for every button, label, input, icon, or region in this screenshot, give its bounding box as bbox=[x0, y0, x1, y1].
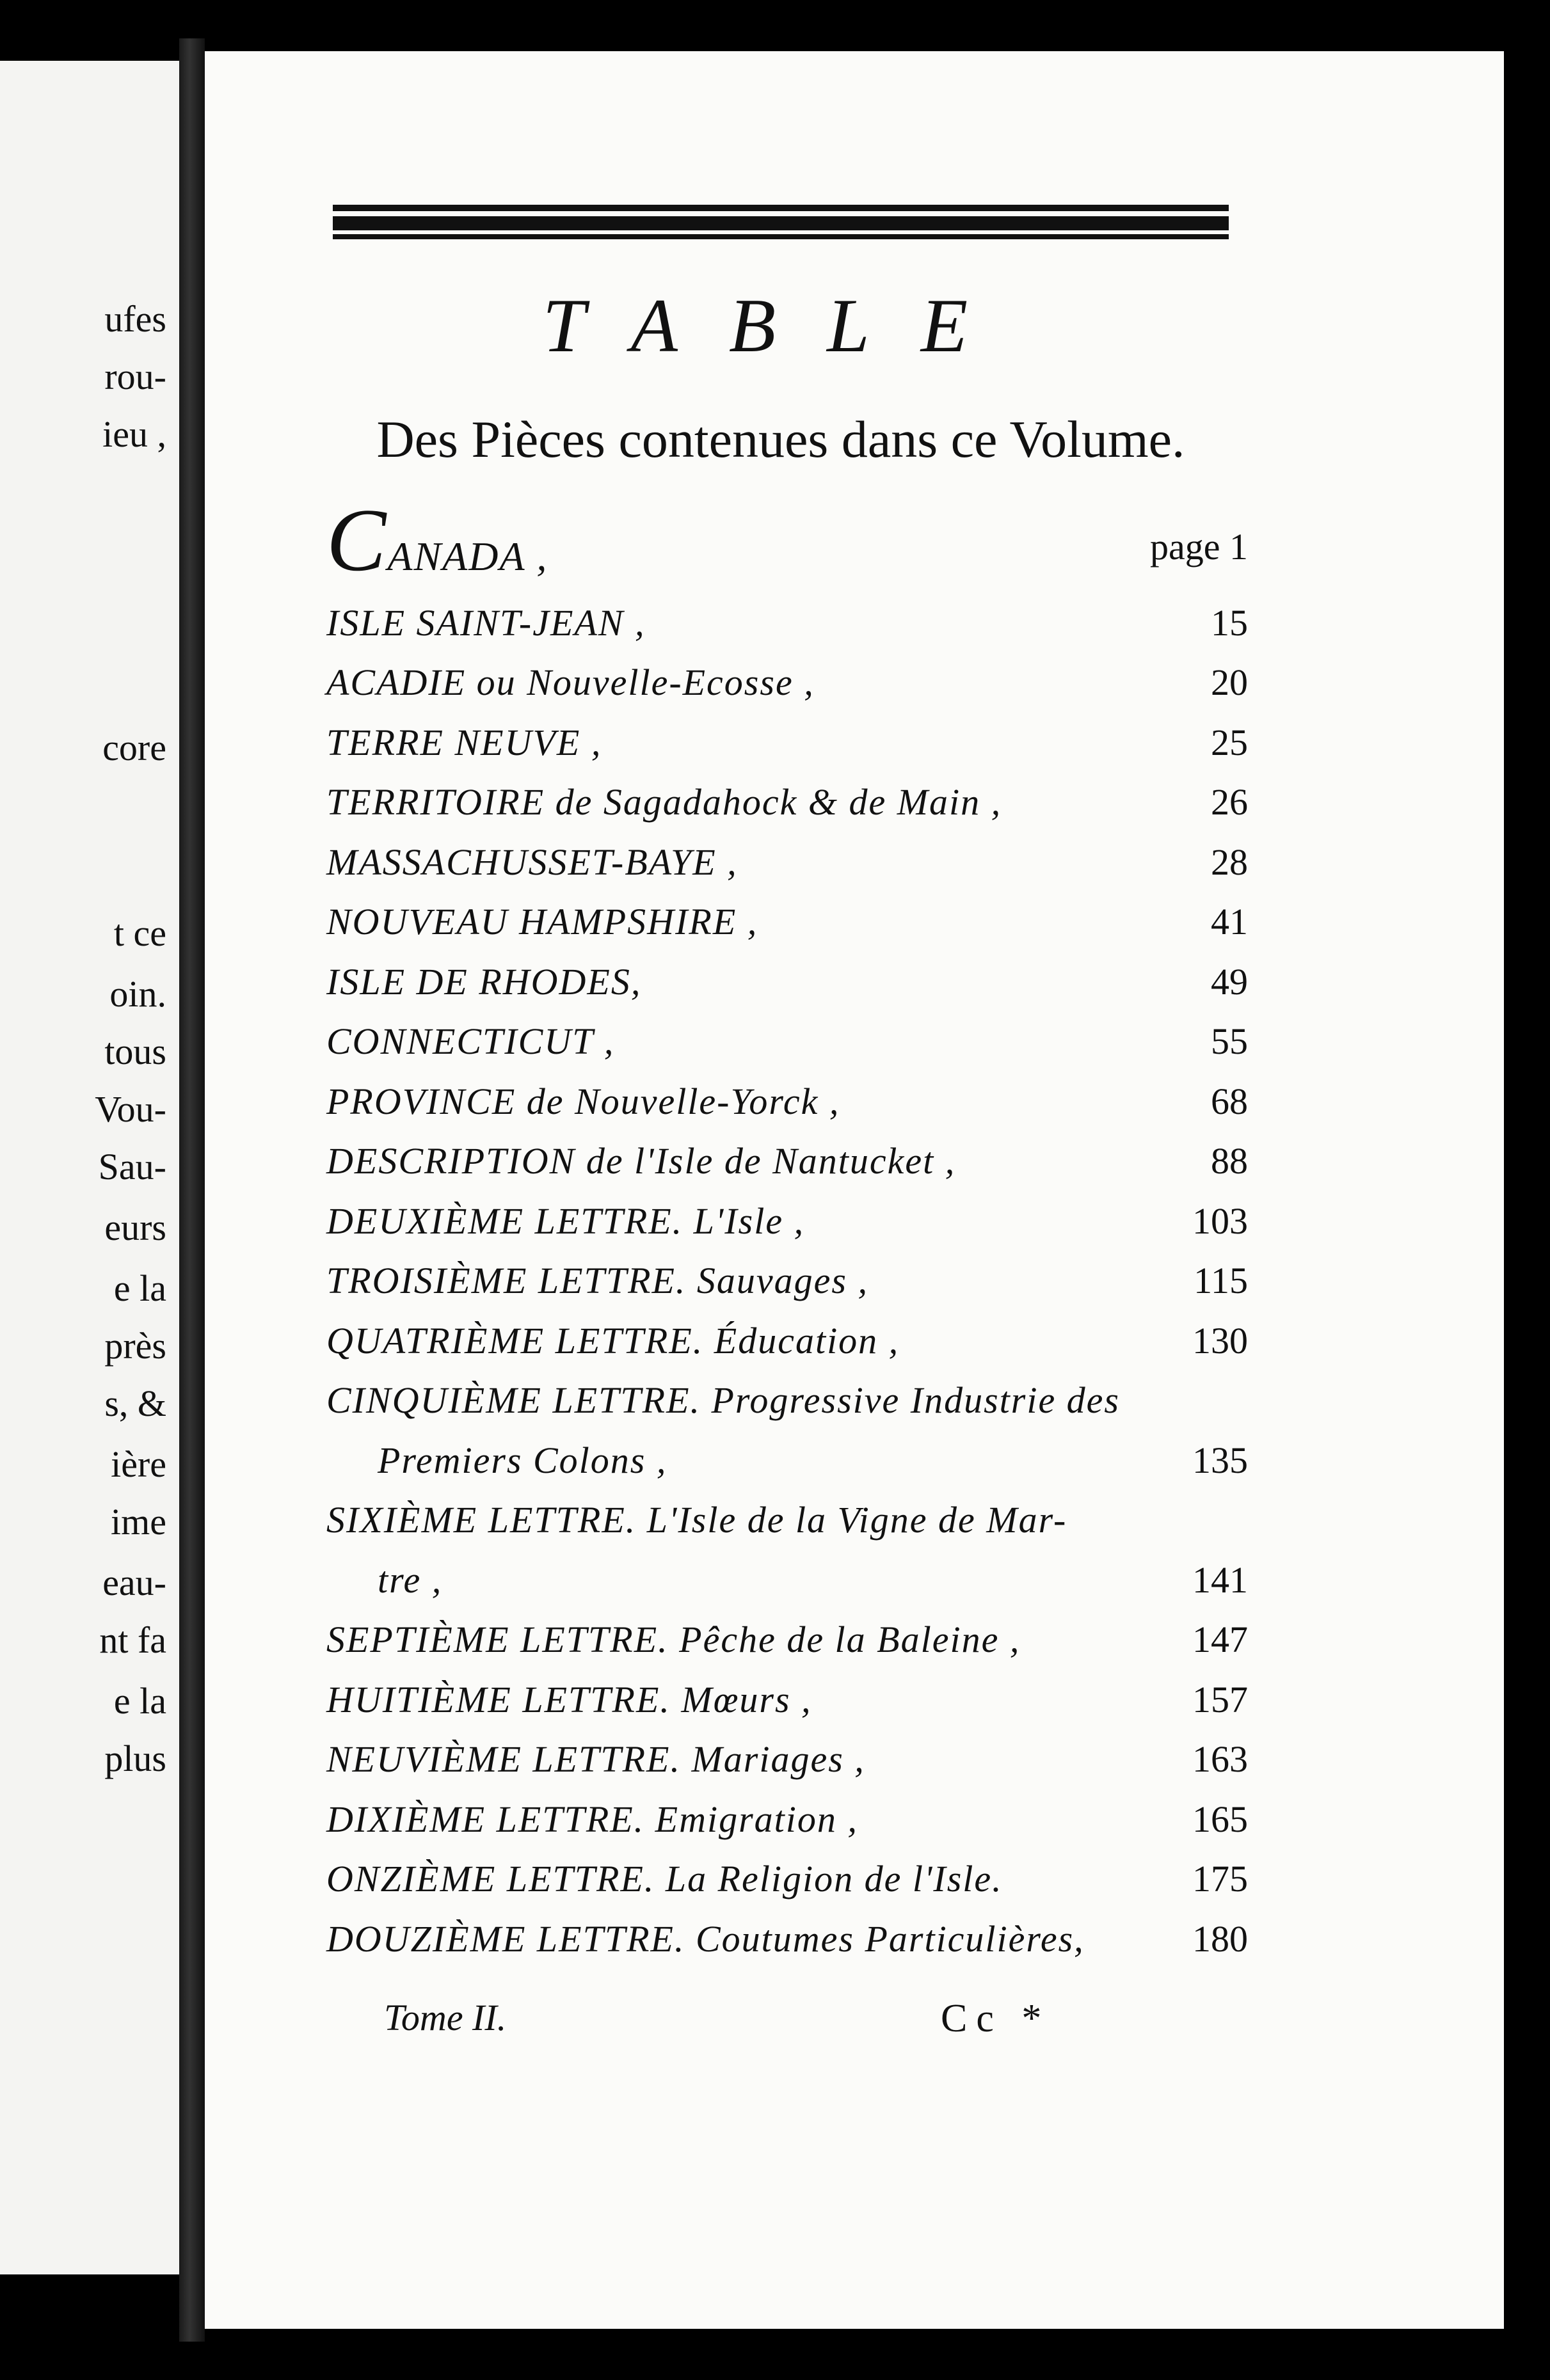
toc-entry bbox=[326, 1491, 1248, 1549]
toc-entry-title: QUATRIÈME LETTRE. Éducation , bbox=[326, 1319, 900, 1361]
toc-entry bbox=[326, 1013, 1248, 1070]
toc-entry-title: DOUZIÈME LETTRE. Coutumes Particulières, bbox=[326, 1917, 1085, 1960]
facing-page-text: t ce bbox=[113, 912, 166, 954]
toc-entry bbox=[326, 1731, 1248, 1788]
facing-page-fragment bbox=[0, 61, 179, 2274]
toc-entry-page: 15 bbox=[1211, 601, 1248, 644]
toc-entry-page: 115 bbox=[1194, 1260, 1248, 1301]
toc-entry-title: tre , bbox=[378, 1559, 443, 1601]
page-subtitle: Des Pièces contenues dans ce Volume. bbox=[376, 410, 1185, 468]
toc-entry bbox=[326, 1252, 1248, 1310]
facing-page-text: ière bbox=[111, 1443, 166, 1485]
toc-entry-title: DESCRIPTION de l'Isle de Nantucket , bbox=[326, 1140, 956, 1182]
toc-entry bbox=[326, 594, 1248, 652]
facing-page-text: e la bbox=[113, 1267, 166, 1309]
book-gutter bbox=[179, 38, 205, 2342]
facing-page-text: s, & bbox=[104, 1383, 166, 1424]
toc-entry bbox=[326, 491, 1248, 590]
facing-page-text: eau- bbox=[102, 1562, 166, 1603]
toc-entry-title: DEUXIÈME LETTRE. L'Isle , bbox=[326, 1200, 805, 1242]
toc-entry-title: HUITIÈME LETTRE. Mœurs , bbox=[326, 1678, 812, 1720]
toc-entry-page: 180 bbox=[1192, 1917, 1248, 1960]
toc-entry-title: TROISIÈME LETTRE. Sauvages , bbox=[326, 1260, 868, 1301]
toc-entry-page: 157 bbox=[1192, 1678, 1248, 1720]
toc-entry bbox=[326, 1611, 1248, 1669]
facing-page-text: ieu , bbox=[102, 413, 166, 455]
toc-entry bbox=[326, 893, 1248, 951]
toc-entry-page: 20 bbox=[1211, 662, 1248, 703]
toc-entry-page: 175 bbox=[1192, 1858, 1248, 1900]
toc-entry bbox=[326, 1791, 1248, 1848]
header-rule bbox=[333, 205, 1229, 239]
toc-entry-title: NOUVEAU HAMPSHIRE , bbox=[326, 901, 758, 942]
facing-page-text: e la bbox=[113, 1680, 166, 1722]
toc-entry-title: Premiers Colons , bbox=[378, 1439, 667, 1481]
toc-entry bbox=[326, 654, 1248, 711]
facing-page-text: core bbox=[102, 727, 166, 768]
facing-page-text: rou- bbox=[104, 356, 166, 397]
toc-entry-page: 28 bbox=[1211, 841, 1248, 883]
toc-entry bbox=[326, 1073, 1248, 1130]
toc-entry-page: 135 bbox=[1192, 1439, 1248, 1481]
toc-entry-page: 163 bbox=[1192, 1738, 1248, 1780]
toc-entry-page: 49 bbox=[1211, 960, 1248, 1003]
facing-page-text: nt fa bbox=[99, 1619, 166, 1661]
document-page bbox=[205, 51, 1504, 2329]
toc-entry bbox=[326, 714, 1248, 772]
toc-entry bbox=[326, 1551, 1248, 1609]
toc-entry-page: 103 bbox=[1192, 1200, 1248, 1242]
toc-entry-title: NEUVIÈME LETTRE. Mariages , bbox=[326, 1738, 865, 1780]
signature-mark: Cc * bbox=[941, 1997, 1051, 2040]
toc-entry-title: ISLE SAINT-JEAN , bbox=[326, 601, 646, 644]
toc-entry-title: TERRITOIRE de Sagadahock & de Main , bbox=[326, 781, 1002, 823]
toc-entry-title: ONZIÈME LETTRE. La Religion de l'Isle. bbox=[326, 1858, 1003, 1900]
facing-page-text: Vou- bbox=[95, 1088, 166, 1130]
facing-page-text: près bbox=[104, 1325, 166, 1367]
page-title: TABLE bbox=[542, 283, 1019, 368]
toc-entry-title: ACADIE ou Nouvelle-Ecosse , bbox=[326, 662, 815, 703]
toc-entry-title: SIXIÈME LETTRE. L'Isle de la Vigne de Mar- bbox=[326, 1499, 1067, 1541]
facing-page-text: oin. bbox=[109, 973, 166, 1015]
toc-entry-page: 25 bbox=[1211, 721, 1248, 763]
volume-label: Tome II. bbox=[384, 1997, 507, 2038]
facing-page-text: ime bbox=[111, 1501, 166, 1543]
toc-entry-page: 130 bbox=[1192, 1319, 1248, 1361]
facing-page-text: tous bbox=[104, 1031, 166, 1072]
toc-entry-page: 165 bbox=[1192, 1798, 1248, 1840]
toc-entry-page: 41 bbox=[1211, 901, 1248, 942]
facing-page-text: eurs bbox=[104, 1207, 166, 1248]
toc-entry bbox=[326, 1671, 1248, 1729]
toc-entry bbox=[326, 1193, 1248, 1250]
toc-entry-page: 147 bbox=[1192, 1619, 1248, 1660]
toc-entry-title: SEPTIÈME LETTRE. Pêche de la Baleine , bbox=[326, 1619, 1021, 1660]
toc-entry-page: 141 bbox=[1192, 1559, 1248, 1601]
toc-entry bbox=[326, 1432, 1248, 1489]
toc-entry bbox=[326, 774, 1248, 831]
toc-entry-page: page 1 bbox=[1150, 526, 1248, 567]
toc-entry-page: 26 bbox=[1211, 781, 1248, 823]
facing-page-text: plus bbox=[104, 1738, 166, 1779]
toc-entry-title: PROVINCE de Nouvelle-Yorck , bbox=[326, 1080, 840, 1122]
toc-entry bbox=[326, 1312, 1248, 1370]
facing-page-text: ufes bbox=[104, 298, 166, 340]
toc-entry-title: DIXIÈME LETTRE. Emigration , bbox=[326, 1798, 858, 1840]
toc-entry-title: MASSACHUSSET-BAYE , bbox=[326, 841, 738, 883]
toc-entry bbox=[326, 1910, 1248, 1968]
toc-entry-page: 88 bbox=[1211, 1140, 1248, 1182]
toc-entry bbox=[326, 1850, 1248, 1908]
facing-page-text: Sau- bbox=[98, 1146, 166, 1187]
toc-entry-page: 55 bbox=[1211, 1020, 1248, 1062]
toc-entry bbox=[326, 1372, 1248, 1429]
toc-entry-title: CONNECTICUT , bbox=[326, 1020, 615, 1062]
toc-entry-title: ISLE DE RHODES, bbox=[326, 960, 642, 1003]
toc-entry-page: 68 bbox=[1211, 1080, 1248, 1122]
toc-entry bbox=[326, 834, 1248, 891]
toc-entry bbox=[326, 953, 1248, 1011]
toc-entry-title: CINQUIÈME LETTRE. Progressive Industrie des bbox=[326, 1379, 1120, 1421]
toc-entry-title: TERRE NEUVE , bbox=[326, 721, 602, 763]
toc-entry-title: CANADA , bbox=[326, 491, 548, 590]
toc-entry bbox=[326, 1132, 1248, 1190]
